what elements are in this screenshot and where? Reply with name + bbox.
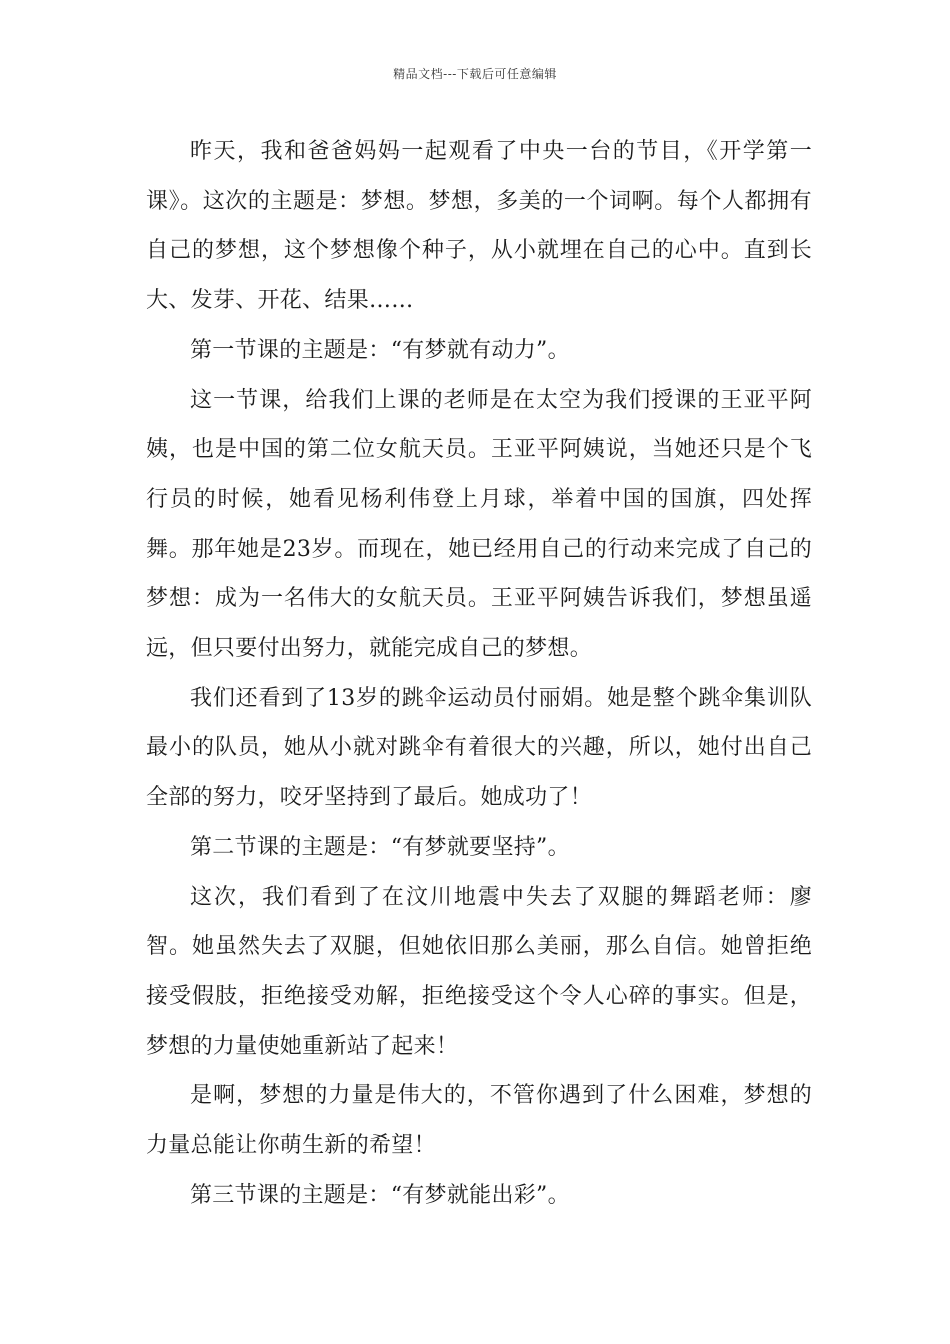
paragraph-lesson-three-theme: 第三节课的主题是：“有梦就能出彩”。 <box>190 1182 570 1208</box>
paragraph-lesson-one-theme: 第一节课的主题是：“有梦就有动力”。 <box>190 337 570 363</box>
paragraph-fu-lijuan: 我们还看到了13岁的跳伞运动员付丽娟。她是整个跳伞集训队最小的队员，她从小就对跳伞有着很大的兴趣，所以，她付出自己全部的努力，咬牙坚持到了最后。她成功了！ <box>146 685 812 811</box>
paragraph-intro: 昨天，我和爸爸妈妈一起观看了中央一台的节目，《开学第一课》。这次的主题是：梦想。梦想，多美的一个词啊。每个人都拥有自己的梦想，这个梦想像个种子，从小就埋在自己的心中。直到长大、发芽、开花、结果…… <box>146 139 812 314</box>
paragraph-wang-yaping: 这一节课，给我们上课的老师是在太空为我们授课的王亚平阿姨，也是中国的第二位女航天员。王亚平阿姨说，当她还只是个飞行员的时候，她看见杨利伟登上月球，举着中国的国旗，四处挥舞。那年她是23岁。而现在，她已经用自己的行动来完成了自己的梦想：成为一名伟大的女航天员。王亚平阿姨告诉我们，梦想虽遥远，但只要付出努力，就能完成自己的梦想。 <box>146 387 812 662</box>
paragraph-liao-zhi: 这次，我们看到了在汶川地震中失去了双腿的舞蹈老师：廖智。她虽然失去了双腿，但她依旧那么美丽，那么自信。她曾拒绝接受假肢，拒绝接受劝解，拒绝接受这个令人心碎的事实。但是，梦想的力量使她重新站了起来！ <box>146 884 812 1059</box>
document-body <box>146 127 812 1220</box>
paragraph-lesson-two-theme: 第二节课的主题是：“有梦就要坚持”。 <box>190 834 570 860</box>
paragraph-power-of-dreams: 是啊，梦想的力量是伟大的，不管你遇到了什么困难，梦想的力量总能让你萌生新的希望！ <box>146 1083 812 1159</box>
page-header: 精品文档---下载后可任意编辑 <box>393 67 557 81</box>
